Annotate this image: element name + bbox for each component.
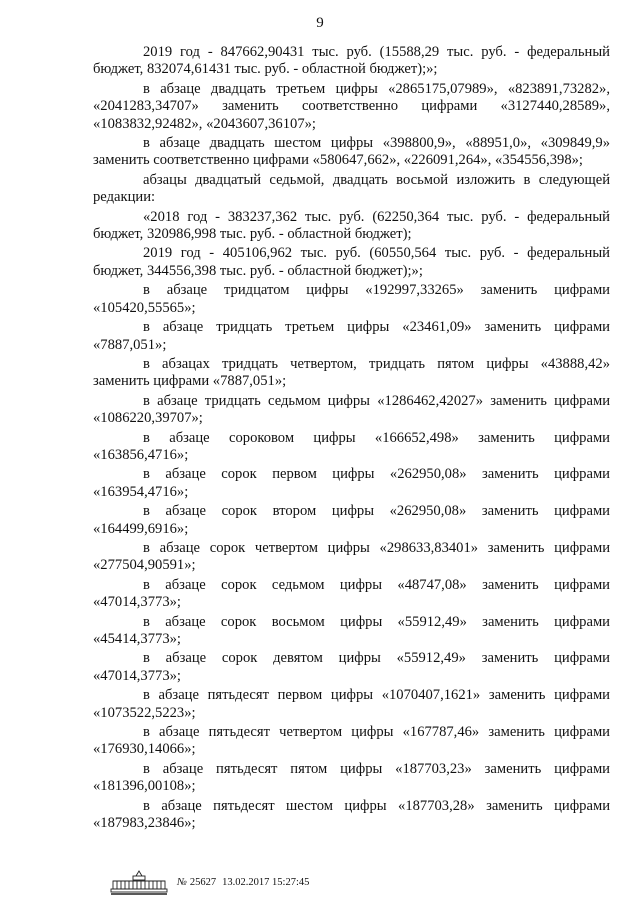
paragraph: в абзаце сорок седьмом цифры «48747,08» заменить цифрами «47014,3773»; (93, 576, 610, 611)
paragraph: в абзацах тридцать четвертом, тридцать пятом цифры «43888,42» заменить цифрами «7887,051»; (93, 355, 610, 390)
paragraph: 2019 год - 847662,90431 тыс. руб. (15588,29 тыс. руб. - федеральный бюджет, 832074,61431 тыс. руб. - областной бюджет);»; (93, 44, 610, 78)
paragraph: абзацы двадцатый седьмой, двадцать восьмой изложить в следующей редакции: (93, 171, 610, 206)
paragraph: 2019 год - 405106,962 тыс. руб. (60550,564 тыс. руб. - федеральный бюджет, 344556,398 тыс. руб. - областной бюджет);»; (93, 245, 610, 279)
paragraph: в абзаце сороковом цифры «166652,498» заменить цифрами «163856,4716»; (93, 429, 610, 463)
paragraph: в абзаце тридцать третьем цифры «23461,09» заменить цифрами «7887,051»; (93, 319, 610, 353)
paragraph: в абзаце пятьдесят четвертом цифры «167787,46» заменить цифрами «176930,14066»; (93, 724, 610, 758)
paragraph: в абзаце сорок первом цифры «262950,08» заменить цифрами «163954,4716»; (93, 466, 610, 500)
paragraph: в абзаце сорок четвертом цифры «298633,83401» заменить цифрами «277504,90591»; (93, 539, 610, 574)
paragraph: в абзаце пятьдесят шестом цифры «187703,28» заменить цифрами «187983,23846»; (93, 797, 610, 832)
registration-mark: № (177, 877, 187, 888)
paragraph: в абзаце тридцатом цифры «192997,33265» заменить цифрами «105420,55565»; (93, 282, 610, 316)
page-number: 9 (316, 15, 324, 31)
paragraph: в абзаце двадцать шестом цифры «398800,9», «88951,0», «309849,9» заменить соответственно цифрами «580647,662», «226091,264», «354556,398»; (93, 135, 610, 169)
document-body (93, 44, 610, 834)
registration-footer (109, 870, 309, 896)
paragraph: в абзаце сорок втором цифры «262950,08» заменить цифрами «164499,6916»; (93, 503, 610, 537)
paragraph: «2018 год - 383237,362 тыс. руб. (62250,364 тыс. руб. - федеральный бюджет, 320986,998 тыс. руб. - областной бюджет); (93, 208, 610, 243)
paragraph: в абзаце тридцать седьмом цифры «1286462,42027» заменить цифрами «1086220,39707»; (93, 392, 610, 427)
paragraph: в абзаце пятьдесят первом цифры «1070407,1621» заменить цифрами «1073522,5223»; (93, 687, 610, 721)
registration-number: 25627 (189, 877, 217, 888)
paragraph: в абзаце сорок девятом цифры «55912,49» заменить цифрами «47014,3773»; (93, 650, 610, 684)
paragraph: в абзаце двадцать третьем цифры «2865175,07989», «823891,73282», «2041283,34707» заменить соответственно цифрами «3127440,28589», «1083832,92482», «2043607,36107»; (93, 80, 610, 132)
paragraph: в абзаце пятьдесят пятом цифры «187703,23» заменить цифрами «181396,00108»; (93, 760, 610, 795)
registration-timestamp: 13.02.2017 15:27:45 (222, 877, 310, 888)
parliament-building-stamp-icon (109, 870, 169, 896)
paragraph: в абзаце сорок восьмом цифры «55912,49» заменить цифрами «45414,3773»; (93, 613, 610, 647)
